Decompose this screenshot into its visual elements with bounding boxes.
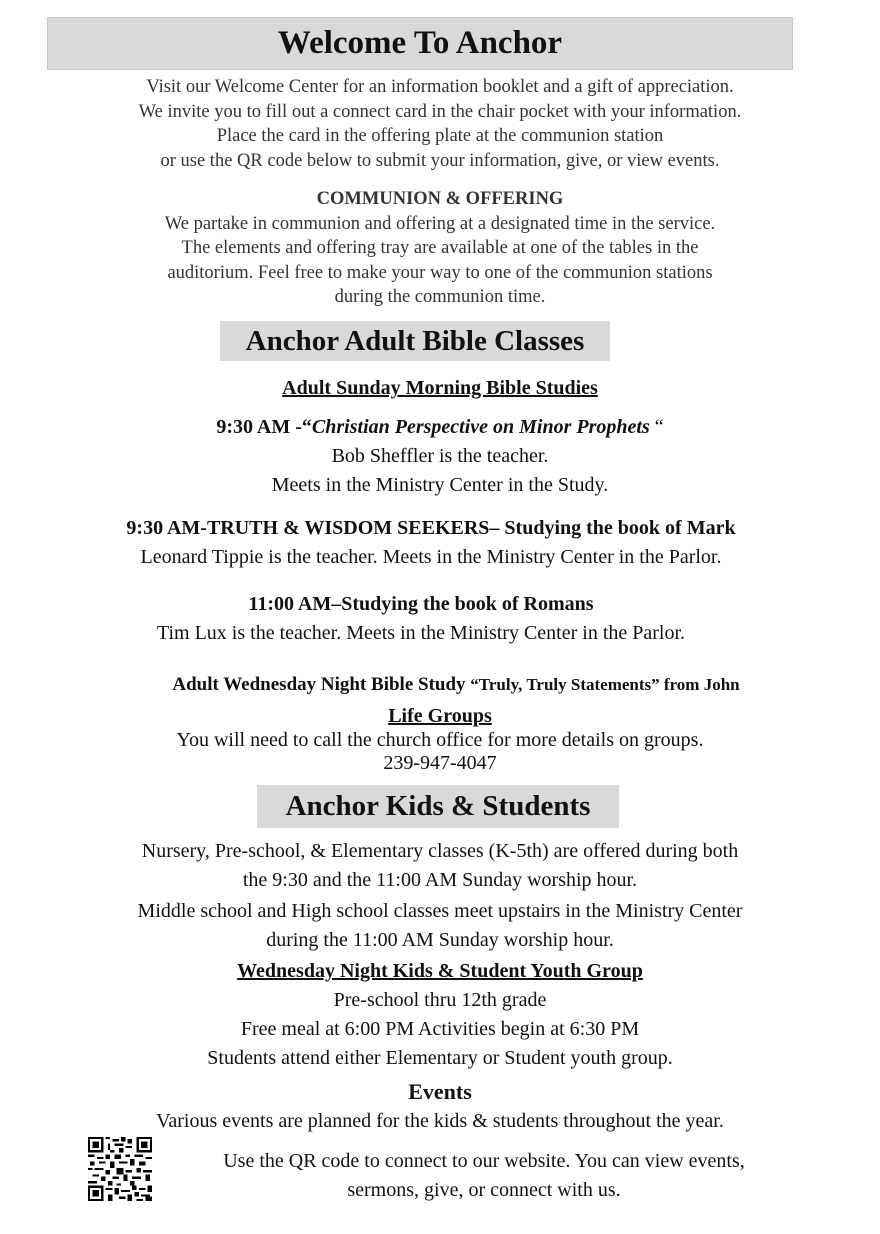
class-minor-prophets-title bbox=[0, 413, 880, 442]
class-teacher: Bob Sheffler is the teacher. bbox=[331, 445, 549, 467]
kids-line: the 9:30 and the 11:00 AM Sunday worship hour. bbox=[242, 869, 638, 891]
welcome-line: We invite you to fill out a connect card in the chair pocket with your information. bbox=[138, 101, 742, 122]
sunday-studies-heading: Adult Sunday Morning Bible Studies bbox=[282, 377, 598, 399]
youth-group-heading: Wednesday Night Kids & Student Youth Group bbox=[237, 960, 643, 982]
communion-line: during the communion time. bbox=[334, 287, 546, 307]
youth-line: Free meal at 6:00 PM Activities begin at 6:30 PM bbox=[240, 1018, 640, 1040]
class-romans-title: 11:00 AM–Studying the book of Romans bbox=[248, 593, 594, 615]
class-truth-wisdom bbox=[0, 514, 880, 572]
life-groups-line: You will need to call the church office for more details on groups. bbox=[176, 728, 704, 751]
adult-classes-title: Anchor Adult Bible Classes bbox=[220, 321, 610, 361]
class-name: Christian Perspective on Minor Prophets bbox=[311, 416, 650, 438]
youth-line: Pre-school thru 12th grade bbox=[333, 989, 547, 1011]
qr-description bbox=[44, 1147, 880, 1205]
kids-students-title: Anchor Kids & Students bbox=[257, 785, 619, 828]
qr-line: Use the QR code to connect to our website. You can view events, bbox=[223, 1150, 745, 1172]
communion-section bbox=[0, 187, 880, 310]
welcome-title: Welcome To Anchor bbox=[47, 17, 793, 70]
wednesday-adult-study bbox=[16, 672, 880, 698]
welcome-line: Visit our Welcome Center for an information booklet and a gift of appreciation. bbox=[146, 77, 734, 97]
kids-classes-text bbox=[0, 837, 880, 955]
class-truth-wisdom-title: 9:30 AM-TRUTH & WISDOM SEEKERS– Studying the book of Mark bbox=[126, 517, 736, 539]
youth-line: Students attend either Elementary or Student youth group. bbox=[207, 1047, 673, 1069]
communion-heading: COMMUNION & OFFERING bbox=[316, 189, 564, 209]
class-romans-details: Tim Lux is the teacher. Meets in the Ministry Center in the Parlor. bbox=[156, 622, 686, 644]
class-quote-close: “ bbox=[649, 416, 664, 438]
class-minor-prophets bbox=[0, 413, 880, 500]
life-groups-section bbox=[0, 705, 880, 776]
class-time: 9:30 AM -“ bbox=[216, 416, 312, 438]
class-truth-wisdom-details: Leonard Tippie is the teacher. Meets in the Ministry Center in the Parlor. bbox=[140, 546, 722, 568]
events-line: Various events are planned for the kids & students throughout the year. bbox=[156, 1110, 724, 1132]
youth-group-section bbox=[0, 957, 880, 1073]
communion-line: We partake in communion and offering at a designated time in the service. bbox=[164, 213, 716, 234]
qr-line: sermons, give, or connect with us. bbox=[347, 1179, 621, 1201]
wednesday-adult-label: Adult Wednesday Night Bible Study bbox=[172, 674, 471, 695]
church-phone: 239-947-4047 bbox=[383, 752, 497, 774]
life-groups-heading: Life Groups bbox=[388, 705, 492, 727]
kids-line: Middle school and High school classes meet upstairs in the Ministry Center bbox=[137, 900, 743, 922]
communion-line: The elements and offering tray are available at one of the tables in the bbox=[181, 238, 699, 258]
wednesday-adult-topic: “Truly, Truly Statements” from John bbox=[470, 675, 740, 694]
welcome-line: Place the card in the offering plate at the communion station bbox=[216, 126, 664, 146]
class-romans bbox=[0, 590, 880, 648]
welcome-text bbox=[0, 75, 880, 173]
events-heading: Events bbox=[408, 1079, 472, 1104]
class-location: Meets in the Ministry Center in the Study. bbox=[271, 474, 609, 496]
kids-line: Nursery, Pre-school, & Elementary classes (K-5th) are offered during both bbox=[141, 840, 739, 862]
kids-line: during the 11:00 AM Sunday worship hour. bbox=[266, 929, 614, 951]
communion-line: auditorium. Feel free to make your way to one of the communion stations bbox=[167, 262, 713, 283]
welcome-line: or use the QR code below to submit your information, give, or view events. bbox=[160, 150, 720, 171]
